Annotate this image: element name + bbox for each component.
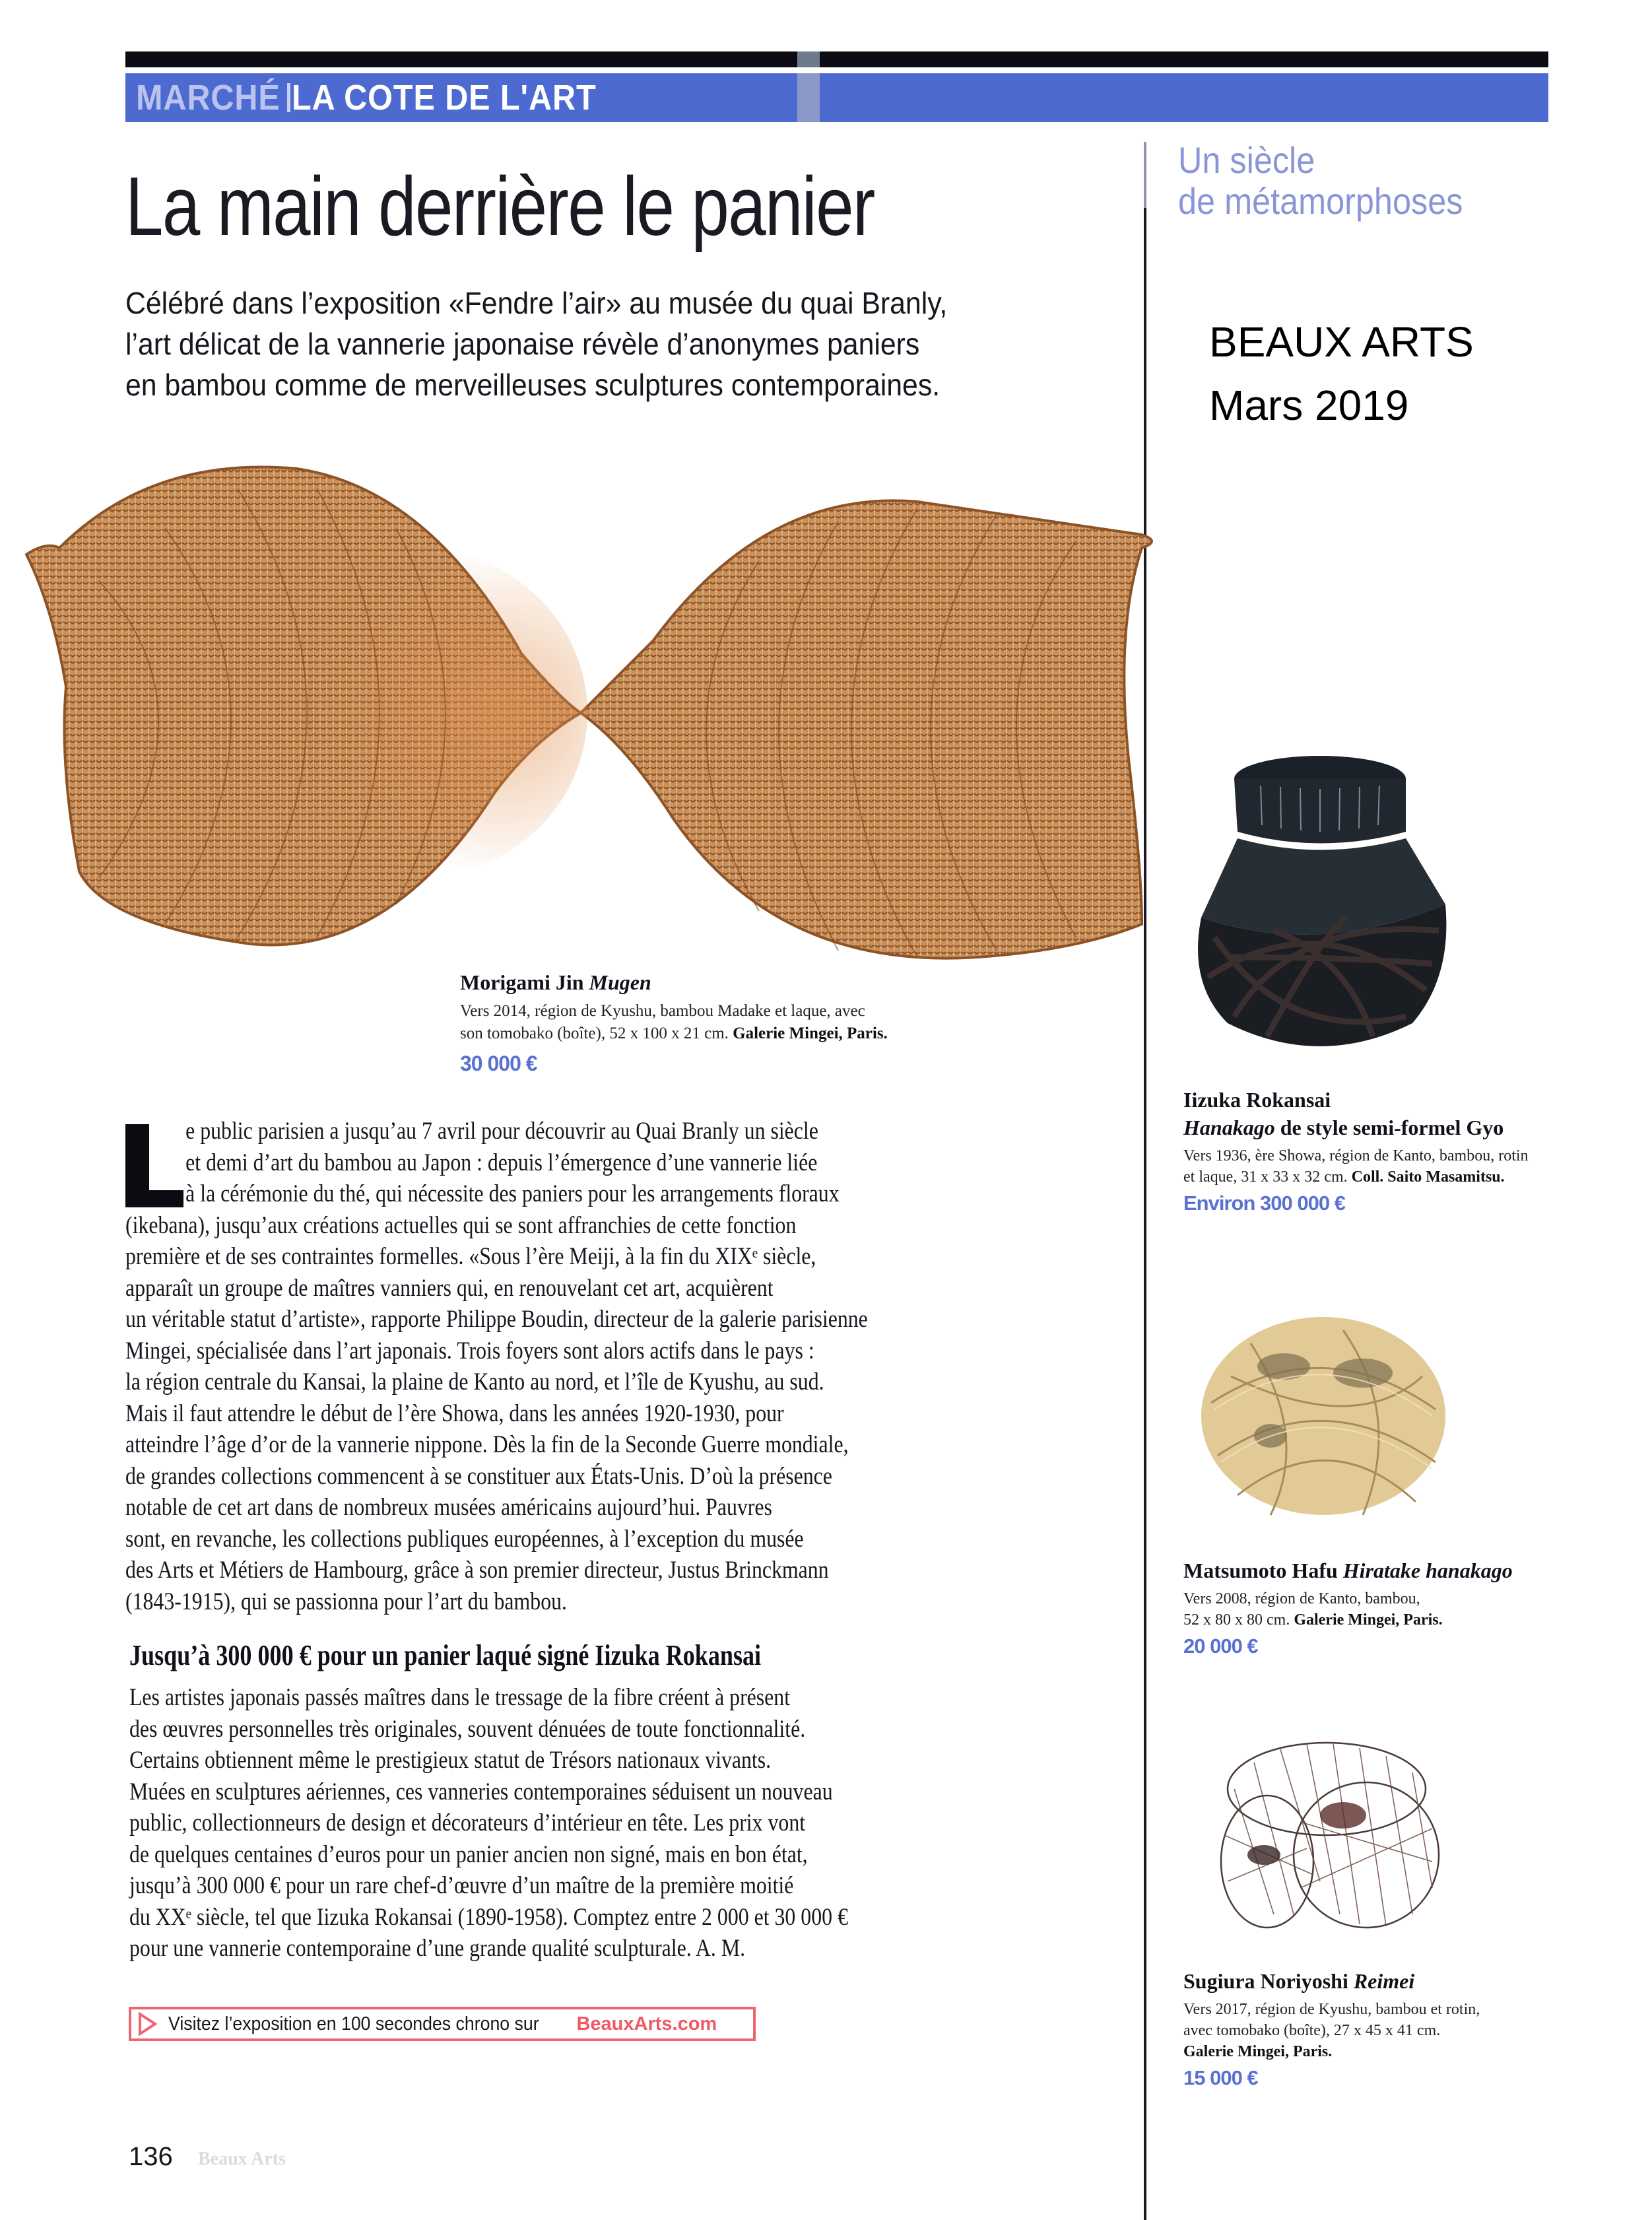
caption-details-line: et laque, 31 x 33 x 32 cm. <box>1183 1168 1348 1186</box>
caption-details-line: son tomobako (boîte), 52 x 100 x 21 cm. <box>460 1025 729 1042</box>
caption-details <box>1183 1145 1619 1188</box>
sidebar-title-line: Un siècle <box>1178 139 1315 181</box>
basket-right-lobe <box>581 500 1152 958</box>
sidebar-caption-1 <box>1183 1086 1619 1215</box>
body-line: de quelques centaines d’euros pour un panier ancien non signé, mais en bon état, <box>129 1840 808 1868</box>
rubric-label: LA COTE DE L'ART <box>292 78 597 118</box>
body-line: atteindre l’âge d’or de la vannerie nippone. Dès la fin de la Seconde Guerre mondiale, <box>125 1431 849 1458</box>
body-line: à la cérémonie du thé, qui nécessite des paniers pour les arrangements floraux <box>185 1180 840 1207</box>
body-line: Muées en sculptures aériennes, ces vanneries contemporaines séduisent un nouveau <box>129 1778 833 1805</box>
section-label: MARCHÉ <box>136 78 281 118</box>
body-line: (1843-1915), qui se passionna pour l’art du bambou. <box>125 1588 567 1615</box>
source-stamp <box>1209 310 1474 437</box>
standfirst-line: l’art délicat de la vannerie japonaise révèle d’anonymes paniers <box>125 327 920 361</box>
section-subhead: Jusqu’à 300 000 € pour un panier laqué signé Iizuka Rokansai <box>129 1639 762 1671</box>
body-line: du XXᵉ siècle, tel que Iizuka Rokansai (1890-1958). Comptez entre 2 000 et 30 000 € <box>129 1903 848 1931</box>
caption-details <box>460 1000 1054 1045</box>
caption-artist: Matsumoto Hafu <box>1183 1559 1338 1582</box>
caption-source: Galerie Mingei, Paris. <box>733 1025 888 1042</box>
standfirst-line: en bambou comme de merveilleuses sculptures contemporaines. <box>125 368 941 402</box>
body-line: première et de ses contraintes formelles. «Sous l’ère Meiji, à la fin du XIXᵉ siècle, <box>125 1243 816 1270</box>
body-line: pour une vannerie contemporaine d’une grande qualité sculpturale. A. M. <box>129 1935 746 1962</box>
sidebar-caption-2 <box>1183 1557 1619 1658</box>
body-line: la région centrale du Kansai, la plaine de Kanto au nord, et l’île de Kyushu, au sud. <box>125 1368 824 1396</box>
caption-work: Hanakago <box>1183 1116 1275 1139</box>
body-line: de grandes collections commencent à se constituer aux États-Unis. D’où la présence <box>125 1462 832 1490</box>
caption-details-line: avec tomobako (boîte), 27 x 45 x 41 cm. <box>1183 2022 1441 2039</box>
play-triangle-icon <box>138 2012 158 2036</box>
rubric-separator <box>287 83 290 112</box>
promo-text: Visitez l’exposition en 100 secondes chrono sur <box>168 2013 539 2035</box>
caption-price: 20 000 € <box>1183 1634 1258 1658</box>
body-line: Mais il faut attendre le début de l’ère Showa, dans les années 1920-1930, pour <box>125 1399 784 1427</box>
caption-work: Reimei <box>1353 1969 1415 1993</box>
sidebar-title-line: de métamorphoses <box>1178 180 1463 222</box>
caption-details-line: Vers 2008, région de Kanto, bambou, <box>1183 1590 1420 1607</box>
caption-artist: Iizuka Rokansai <box>1183 1088 1331 1112</box>
caption-details-line: 52 x 80 x 80 cm. <box>1183 1611 1290 1629</box>
body-line: un véritable statut d’artiste», rapporte Philippe Boudin, directeur de la galerie parisienne <box>125 1306 868 1333</box>
caption-source: Galerie Mingei, Paris. <box>1294 1611 1443 1629</box>
caption-details-line: Vers 1936, ère Showa, région de Kanto, bambou, rotin <box>1183 1147 1529 1164</box>
caption-title <box>460 970 1054 995</box>
hafu-basket-image <box>1191 1304 1455 1528</box>
caption-price: 30 000 € <box>460 1052 537 1075</box>
main-basket-image <box>20 449 1155 964</box>
caption-details <box>1183 1999 1619 2062</box>
body-line: apparaît un groupe de maîtres vanniers qui, en renouvelant cet art, acquièrent <box>125 1274 774 1302</box>
promo-link-box[interactable] <box>129 2007 756 2041</box>
caption-source: Galerie Mingei, Paris. <box>1183 2043 1333 2060</box>
standfirst <box>125 283 985 405</box>
article-body <box>125 1116 1063 1617</box>
body-line: public, collectionneurs de design et décorateurs d’intérieur en tête. Les prix vont <box>129 1809 806 1836</box>
body-line: Les artistes japonais passés maîtres dans le tressage de la fibre créent à présent <box>129 1684 791 1711</box>
page-title: La main derrière le panier <box>125 160 875 253</box>
caption-details-line: Vers 2017, région de Kyushu, bambou et rotin, <box>1183 2001 1480 2018</box>
sidebar-title <box>1178 140 1463 222</box>
promo-link[interactable]: BeauxArts.com <box>576 2013 717 2035</box>
body-line: des œuvres personnelles très originales, souvent dénuées de toute fonctionnalité. <box>129 1715 806 1743</box>
stamp-date: Mars 2019 <box>1209 382 1409 429</box>
footer-brand: Beaux Arts <box>198 2149 286 2169</box>
page-number: 136 <box>129 2142 173 2171</box>
standfirst-line: Célébré dans l’exposition «Fendre l’air» au musée du quai Branly, <box>125 286 948 320</box>
stamp-publication: BEAUX ARTS <box>1209 318 1474 366</box>
body-line: Certains obtiennent même le prestigieux statut de Trésors nationaux vivants. <box>129 1747 772 1774</box>
caption-work: Mugen <box>589 970 651 994</box>
main-caption <box>460 970 1054 1076</box>
body-line: et demi d’art du bambou au Japon : depuis l’émergence d’une vannerie liée <box>185 1149 818 1176</box>
caption-work-suffix: de style semi-formel Gyo <box>1280 1116 1504 1139</box>
section-rubric-band <box>125 73 1548 122</box>
body-line: notable de cet art dans de nombreux musées américains aujourd’hui. Pauvres <box>125 1494 772 1521</box>
body-line: (ikebana), jusqu’aux créations actuelles qui se sont affranchies de cette fonction <box>125 1211 797 1239</box>
caption-work: Hiratake hanakago <box>1342 1559 1513 1582</box>
body-line: sont, en revanche, les collections publiques européennes, à l’exception du musée <box>125 1525 804 1553</box>
body-line: jusqu’à 300 000 € pour un rare chef-d’œuvre d’un maître de la première moitié <box>129 1872 794 1899</box>
caption-details <box>1183 1588 1619 1631</box>
caption-details-line: Vers 2014, région de Kyushu, bambou Madake et laque, avec <box>460 1002 865 1020</box>
caption-price: 15 000 € <box>1183 2066 1258 2089</box>
article-body-2 <box>129 1682 1067 1965</box>
body-line: des Arts et Métiers de Hambourg, grâce à son premier directeur, Justus Brinckmann <box>125 1557 829 1584</box>
caption-price: Environ 300 000 € <box>1183 1192 1345 1215</box>
noriyoshi-basket-image <box>1195 1716 1452 1941</box>
top-rule-bar <box>125 51 1548 67</box>
caption-source: Coll. Saito Masamitsu. <box>1351 1168 1505 1186</box>
body-line: Mingei, spécialisée dans l’art japonais. Trois foyers sont alors actifs dans le pays : <box>125 1337 814 1364</box>
caption-artist: Sugiura Noriyoshi <box>1183 1969 1348 1993</box>
body-line: e public parisien a jusqu’au 7 avril pour découvrir au Quai Branly un siècle <box>185 1118 818 1145</box>
sidebar-caption-3 <box>1183 1967 1619 2090</box>
rokansai-basket-image <box>1188 739 1452 1056</box>
caption-artist: Morigami Jin <box>460 970 584 994</box>
